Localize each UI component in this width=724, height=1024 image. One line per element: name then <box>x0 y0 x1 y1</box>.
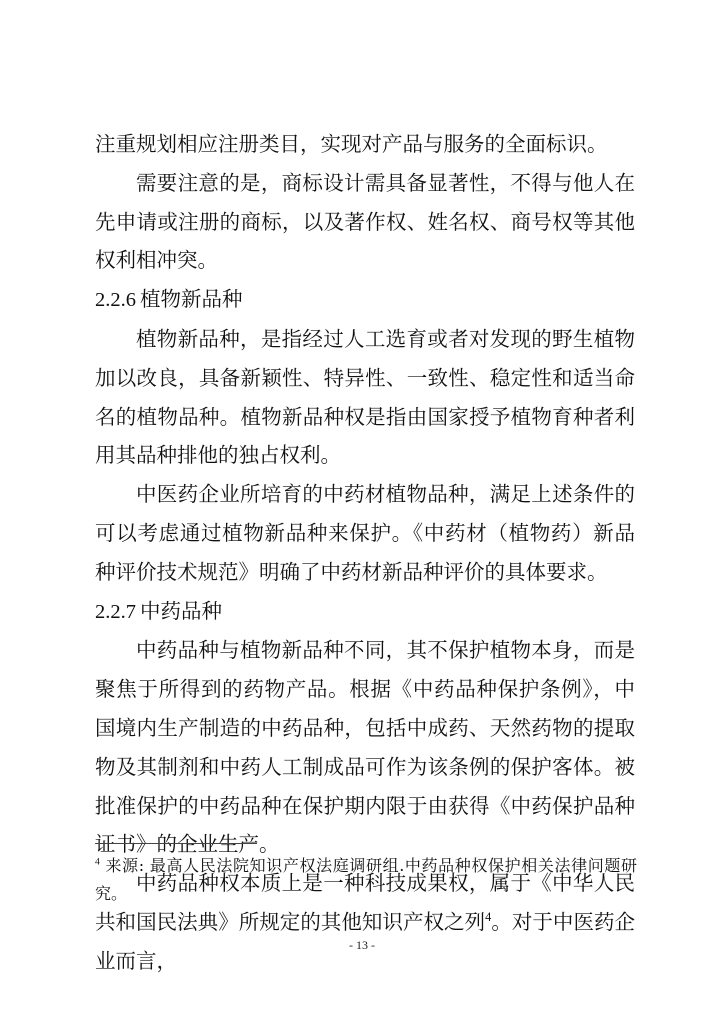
paragraph-tcm-variety: 中药品种与植物新品种不同，其不保护植物本身，而是聚焦于所得到的药物产品。根据《中药品种保护条例》，中国境内生产制造的中药品种，包括中成药、天然药物的提取物及其制剂和中药人工制成品可作为该条例的保护客体。被批准保护的中药品种在保护期内限于由获得《中药保护品种证书》的企业生产。 <box>95 638 635 857</box>
section-heading-2-2-7 <box>95 592 635 632</box>
section-number: 2.2.6 <box>95 289 136 312</box>
footnote-marker: 4 <box>95 856 100 868</box>
footnote-text: 来源: 最高人民法院知识产权法庭调研组.中药品种权保护相关法律问题研究。 <box>95 856 637 903</box>
footnote-reference: 4 <box>485 910 492 925</box>
section-number: 2.2.7 <box>95 600 136 623</box>
paragraph-plant-variety-definition: 植物新品种，是指经过人工选育或者对发现的野生植物加以改良，具备新颖性、特异性、一致性、稳定性和适当命名的植物品种。植物新品种权是指由国家授予植物育种者利用其品种排他的独占权利。 <box>95 326 635 468</box>
page-number: - 13 - <box>349 938 375 952</box>
paragraph-text-end: 。对于中医药企业而言， <box>95 909 636 973</box>
paragraph-text: 中药品种权本质上是一种科技成果权，属于《中华人民共和国民法典》所规定的其他知识产权之列 <box>95 871 635 934</box>
section-heading-2-2-6 <box>95 280 635 320</box>
section-title: 中药品种 <box>140 598 222 623</box>
paragraph-plant-variety-protection: 中医药企业所培育的中药材植物品种，满足上述条件的可以考虑通过植物新品种来保护。《中药材（植物药）新品种评价技术规范》明确了中药材新品种评价的具体要求。 <box>95 482 635 584</box>
footnote-divider <box>95 843 257 844</box>
footnote <box>95 852 637 908</box>
paragraph-trademark-note: 需要注意的是，商标设计需具备显著性，不得与他人在先申请或注册的商标，以及著作权、姓名权、商号权等其他权利相冲突。 <box>95 170 635 273</box>
paragraph-continuation: 注重规划相应注册类目，实现对产品与服务的全面标识。 <box>95 132 608 156</box>
section-title: 植物新品种 <box>140 287 243 312</box>
